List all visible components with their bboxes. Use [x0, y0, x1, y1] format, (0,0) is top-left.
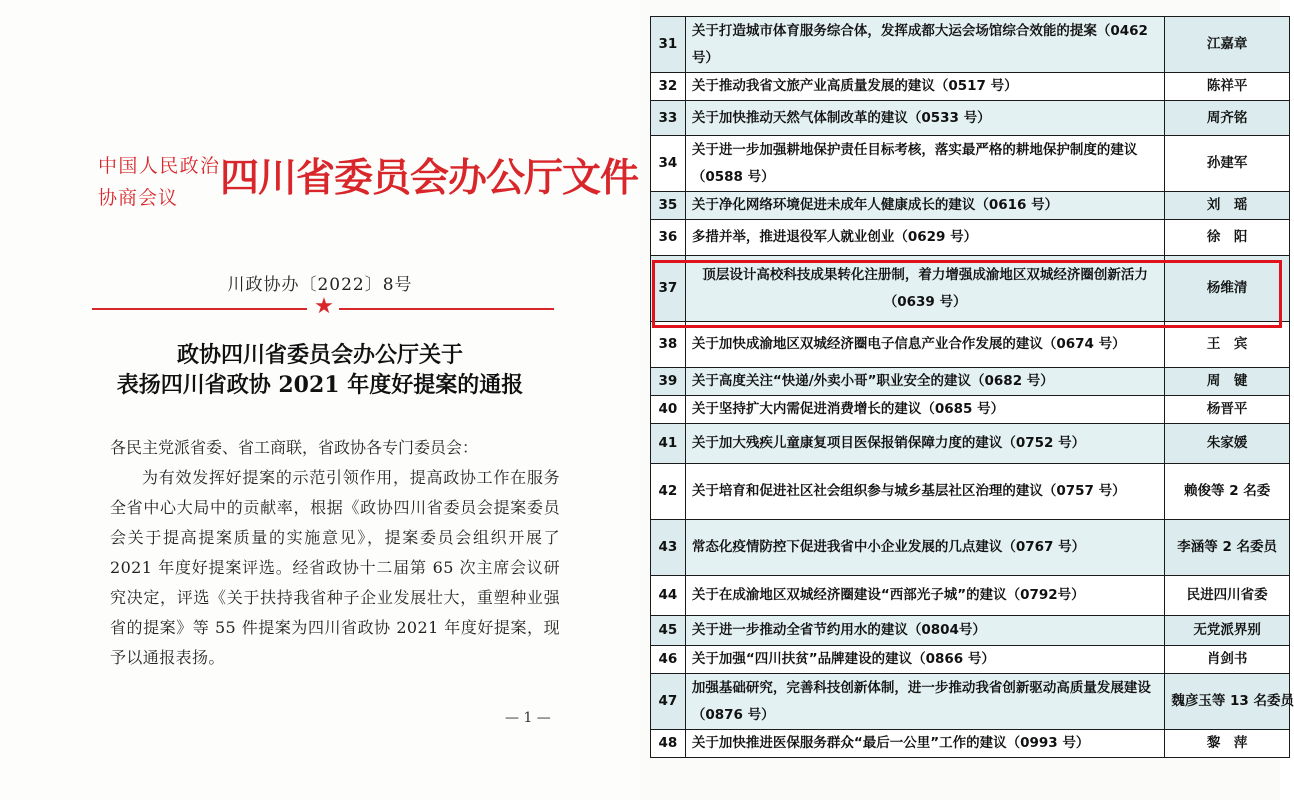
- table-row: [651, 17, 1290, 73]
- proposal-title: 关于加快推动天然气体制改革的建议（0533 号）: [685, 101, 1165, 136]
- table-row: [651, 520, 1290, 576]
- row-number: 42: [651, 464, 686, 520]
- table-row: [651, 576, 1290, 616]
- salutation: 各民主党派省委、省工商联，省政协各专门委员会：: [110, 438, 479, 457]
- document-title: [0, 340, 640, 400]
- row-number: 36: [651, 220, 686, 256]
- proposal-title: 关于加强“四川扶贫”品牌建设的建议（0866 号）: [685, 646, 1165, 674]
- proposal-title: 关于打造城市体育服务综合体，发挥成都大运会场馆综合效能的提案（0462 号）: [685, 17, 1165, 73]
- proposal-title: 关于培育和促进社区社会组织参与城乡基层社区治理的建议（0757 号）: [685, 464, 1165, 520]
- proposal-title: 关于在成渝地区双城经济圈建设“西部光子城”的建议（0792号）: [685, 576, 1165, 616]
- issuer-organization: 中国人民政治协商会议: [98, 155, 220, 209]
- row-number: 35: [651, 192, 686, 220]
- row-number: 41: [651, 424, 686, 464]
- proposal-title: 关于推动我省文旅产业高质量发展的建议（0517 号）: [685, 73, 1165, 101]
- title-line-1: 政协四川省委员会办公厅关于: [176, 342, 463, 368]
- row-number: 32: [651, 73, 686, 101]
- proposer-name: 魏彦玉等 13 名委员: [1165, 674, 1290, 730]
- proposal-title: 关于进一步推动全省节约用水的建议（0804号）: [685, 616, 1165, 646]
- table-row: [651, 368, 1290, 396]
- proposer-name: 刘 瑶: [1165, 192, 1290, 220]
- row-number: 47: [651, 674, 686, 730]
- table-row: [651, 322, 1290, 368]
- table-row: [651, 256, 1290, 322]
- proposer-name: 无党派界别: [1165, 616, 1290, 646]
- row-number: 39: [651, 368, 686, 396]
- document-header: [98, 142, 639, 222]
- table-row: [651, 616, 1290, 646]
- proposer-name: 王 宾: [1165, 322, 1290, 368]
- row-number: 40: [651, 396, 686, 424]
- proposer-name: 黎 萍: [1165, 730, 1290, 758]
- star-icon: ★: [314, 294, 334, 319]
- proposer-name: 徐 阳: [1165, 220, 1290, 256]
- table-row: [651, 730, 1290, 758]
- title-line-2: 表扬四川省政协 2021 年度好提案的通报: [116, 372, 524, 398]
- proposer-name: 杨维清: [1165, 256, 1290, 322]
- row-number: 31: [651, 17, 686, 73]
- proposer-name: 周 键: [1165, 368, 1290, 396]
- proposal-title: 关于进一步加强耕地保护责任目标考核，落实最严格的耕地保护制度的建议（0588 号）: [685, 136, 1165, 192]
- red-divider: [92, 294, 554, 319]
- proposer-name: 孙建军: [1165, 136, 1290, 192]
- proposal-title: 加强基础研究，完善科技创新体制，进一步推动我省创新驱动高质量发展建设（0876 号）: [685, 674, 1165, 730]
- row-number: 37: [651, 256, 686, 322]
- row-number: 46: [651, 646, 686, 674]
- table-row: [651, 424, 1290, 464]
- proposer-name: 江嘉章: [1165, 17, 1290, 73]
- row-number: 45: [651, 616, 686, 646]
- proposal-title: 关于加快推进医保服务群众“最后一公里”工作的建议（0993 号）: [685, 730, 1165, 758]
- table-row: [651, 396, 1290, 424]
- proposal-table: [650, 16, 1294, 758]
- table-row: [651, 136, 1290, 192]
- row-number: 48: [651, 730, 686, 758]
- proposer-name: 李涵等 2 名委员: [1165, 520, 1290, 576]
- row-number: 33: [651, 101, 686, 136]
- proposal-title: 多措并举，推进退役军人就业创业（0629 号）: [685, 220, 1165, 256]
- document-number: 川政协办〔2022〕8号: [227, 275, 413, 295]
- proposer-name: 民进四川省委: [1165, 576, 1290, 616]
- row-number: 44: [651, 576, 686, 616]
- proposer-name: 赖俊等 2 名委: [1165, 464, 1290, 520]
- proposal-title: 顶层设计高校科技成果转化注册制，着力增强成渝地区双城经济圈创新活力（0639 号）: [685, 256, 1165, 322]
- row-number: 34: [651, 136, 686, 192]
- proposal-title: 关于加大残疾儿童康复项目医保报销保障力度的建议（0752 号）: [685, 424, 1165, 464]
- proposal-list-page: [640, 0, 1294, 800]
- table-row: [651, 73, 1290, 101]
- proposer-name: 杨晋平: [1165, 396, 1290, 424]
- row-number: 38: [651, 322, 686, 368]
- table-row: [651, 646, 1290, 674]
- document-cover-page: [0, 0, 640, 800]
- table-row: [651, 192, 1290, 220]
- divider-line-left: [92, 308, 307, 310]
- row-number: 43: [651, 520, 686, 576]
- document-body: [110, 433, 560, 673]
- proposer-name: 朱家媛: [1165, 424, 1290, 464]
- divider-line-right: [339, 308, 554, 310]
- table-body: [651, 17, 1294, 758]
- body-paragraph: 为有效发挥好提案的示范引领作用，提高政协工作在服务全省中心大局中的贡献率，根据《政协四川省委员会提案委员会关于提高提案质量的实施意见》，提案委员会组织开展了 2021 年度好提案评选。经省政协十二届第 65 次主席会议研究决定，评选《关于扶持我省种子企业发展壮大，重塑种业强省的提案》等 55 件提案为四川省政协 2021 年度好提案，现予以通报表扬。: [110, 468, 560, 667]
- page-number: — 1 —: [505, 710, 551, 726]
- issuer-office: 四川省委员会办公厅文件: [220, 156, 639, 201]
- proposal-title: 关于高度关注“快递/外卖小哥”职业安全的建议（0682 号）: [685, 368, 1165, 396]
- table-row: [651, 101, 1290, 136]
- table-row: [651, 220, 1290, 256]
- proposal-title: 关于坚持扩大内需促进消费增长的建议（0685 号）: [685, 396, 1165, 424]
- table-row: [651, 674, 1290, 730]
- proposal-title: 关于加快成渝地区双城经济圈电子信息产业合作发展的建议（0674 号）: [685, 322, 1165, 368]
- proposal-title: 常态化疫情防控下促进我省中小企业发展的几点建议（0767 号）: [685, 520, 1165, 576]
- proposer-name: 陈祥平: [1165, 73, 1290, 101]
- proposer-name: 周齐铭: [1165, 101, 1290, 136]
- proposal-title: 关于净化网络环境促进未成年人健康成长的建议（0616 号）: [685, 192, 1165, 220]
- table-row: [651, 464, 1290, 520]
- proposer-name: 肖剑书: [1165, 646, 1290, 674]
